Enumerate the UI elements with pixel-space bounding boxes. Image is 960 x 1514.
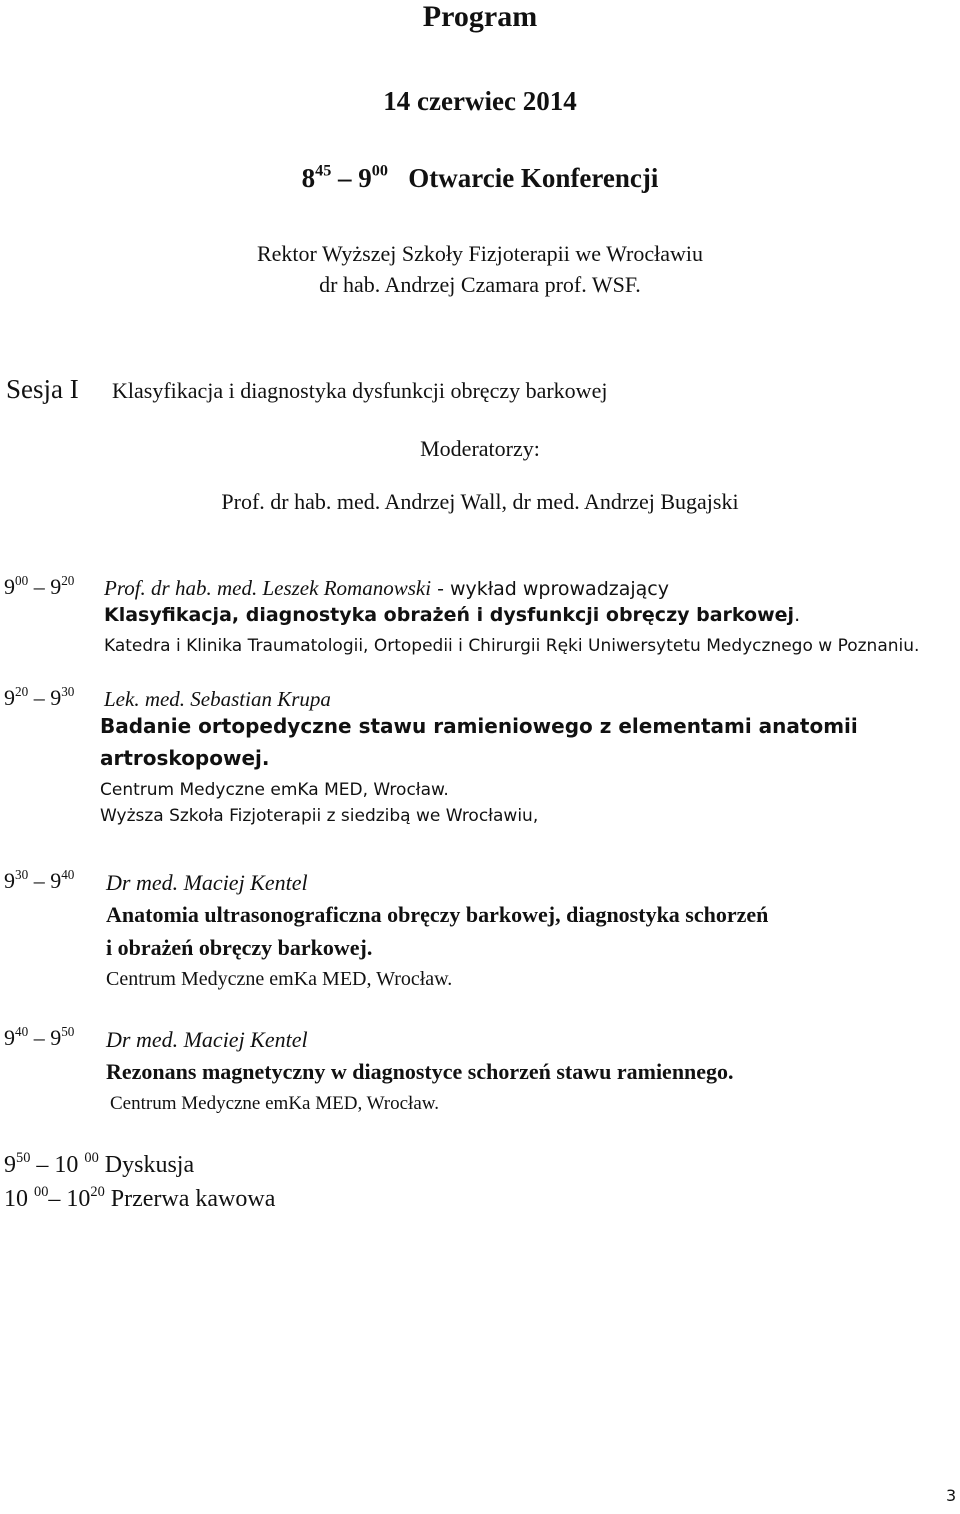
discussion-end-hour: 10: [54, 1152, 79, 1178]
talk-3-end-hour: 9: [50, 868, 62, 893]
talk-2-time: [4, 685, 74, 711]
talk-1-title-text: Klasyfikacja, diagnostyka obrażeń i dysfunkcji obręczy barkowej: [104, 604, 795, 626]
talk-1-affiliation-text: Katedra i Klinika Traumatologii, Ortopedii i Chirurgii Ręki Uniwersytetu Medycznego w Poznaniu: [104, 636, 915, 656]
talk-2-start-hour: 9: [4, 685, 15, 710]
talk-1-end-minute: 20: [61, 572, 75, 588]
talk-3-dash: –: [33, 868, 45, 893]
talk-1-speaker-line: [104, 576, 669, 601]
talk-1-speaker-suffix: - wykład wprowadzający: [431, 578, 669, 600]
conference-date: 14 czerwiec 2014: [383, 86, 577, 116]
talk-4-start-minute: 40: [15, 1023, 29, 1039]
talk-2-affiliation-1: Centrum Medyczne emKa MED, Wrocław.: [100, 780, 449, 800]
opening-start-minute: 45: [315, 161, 332, 180]
opening-dash: –: [338, 163, 352, 193]
talk-1-affiliation-end: .: [914, 636, 920, 656]
talk-1-title: [104, 604, 800, 626]
coffee-start-hour: 10: [4, 1186, 28, 1212]
talk-4-time: [4, 1025, 74, 1051]
coffee-end-hour: 10: [66, 1186, 91, 1212]
break-coffee: [4, 1183, 276, 1213]
talk-4-end-hour: 9: [50, 1025, 62, 1050]
discussion-start-minute: 50: [16, 1149, 31, 1166]
talk-2-dash: –: [33, 685, 45, 710]
talk-2-affiliation-2: Wyższa Szkoła Fizjoterapii z siedzibą we Wrocławiu,: [100, 806, 539, 826]
talk-1-start-hour: 9: [4, 574, 15, 599]
talk-3-title-line-2: i obrażeń obręczy barkowej.: [106, 935, 373, 960]
talk-1-dash: –: [33, 574, 45, 599]
break-discussion: [4, 1149, 195, 1179]
talk-4-speaker: Dr med. Maciej Kentel: [106, 1027, 308, 1052]
opening-end-hour: 9: [358, 163, 372, 193]
talk-4-title: Rezonans magnetyczny w diagnostyce schorzeń stawu ramiennego.: [106, 1059, 734, 1084]
coffee-end-minute: 20: [90, 1183, 105, 1200]
page-title: Program: [422, 0, 538, 33]
talk-1-speaker: Prof. dr hab. med. Leszek Romanowski: [104, 576, 432, 600]
talk-1-title-end: .: [794, 604, 801, 626]
talk-1-start-minute: 00: [15, 572, 29, 588]
session-title: Klasyfikacja i diagnostyka dysfunkcji obręczy barkowej: [112, 378, 608, 403]
session-label: Sesja I: [6, 374, 79, 404]
moderators-label: Moderatorzy:: [420, 436, 540, 461]
coffee-dash: –: [48, 1186, 61, 1212]
coffee-label: Przerwa kawowa: [110, 1186, 276, 1212]
talk-3-end-minute: 40: [61, 866, 75, 882]
opening-start-hour: 8: [301, 163, 316, 193]
talk-3-time: [4, 868, 74, 894]
talk-3-affiliation: Centrum Medyczne emKa MED, Wrocław.: [106, 968, 453, 990]
talk-1-affiliation: [104, 636, 919, 656]
talk-4-affiliation: Centrum Medyczne emKa MED, Wrocław.: [110, 1093, 439, 1114]
moderators-names: Prof. dr hab. med. Andrzej Wall, dr med. Andrzej Bugajski: [221, 489, 739, 514]
talk-3-title-line-1: Anatomia ultrasonograficzna obręczy barkowej, diagnostyka schorzeń: [106, 902, 769, 927]
talk-4-end-minute: 50: [61, 1023, 75, 1039]
opening-line: [0, 163, 960, 194]
talk-2-start-minute: 20: [15, 683, 29, 699]
opening-label: Otwarcie Konferencji: [408, 163, 659, 193]
talk-3-start-minute: 30: [15, 866, 29, 882]
talk-3-speaker: Dr med. Maciej Kentel: [106, 870, 308, 895]
talk-4-start-hour: 9: [4, 1025, 15, 1050]
talk-2-end-hour: 9: [50, 685, 62, 710]
talk-2-title-line-2: artroskopowej.: [100, 746, 270, 770]
talk-1-end-hour: 9: [50, 574, 62, 599]
discussion-end-minute: 00: [84, 1149, 99, 1166]
talk-2-title-line-1: Badanie ortopedyczne stawu ramieniowego z elementami anatomii: [100, 714, 858, 738]
opening-end-minute: 00: [371, 161, 388, 180]
talk-1-time: [4, 574, 74, 600]
talk-2-end-minute: 30: [61, 683, 75, 699]
rector-line-2: dr hab. Andrzej Czamara prof. WSF.: [319, 272, 641, 297]
talk-4-dash: –: [33, 1025, 45, 1050]
discussion-dash: –: [36, 1152, 49, 1178]
page-number: 3: [946, 1486, 957, 1505]
discussion-label: Dyskusja: [104, 1152, 195, 1178]
talk-2-speaker: Lek. med. Sebastian Krupa: [104, 687, 331, 711]
rector-line-1: Rektor Wyższej Szkoły Fizjoterapii we Wrocławiu: [256, 241, 704, 266]
talk-3-start-hour: 9: [4, 868, 15, 893]
discussion-start-hour: 9: [4, 1152, 16, 1178]
coffee-start-minute: 00: [34, 1183, 49, 1200]
